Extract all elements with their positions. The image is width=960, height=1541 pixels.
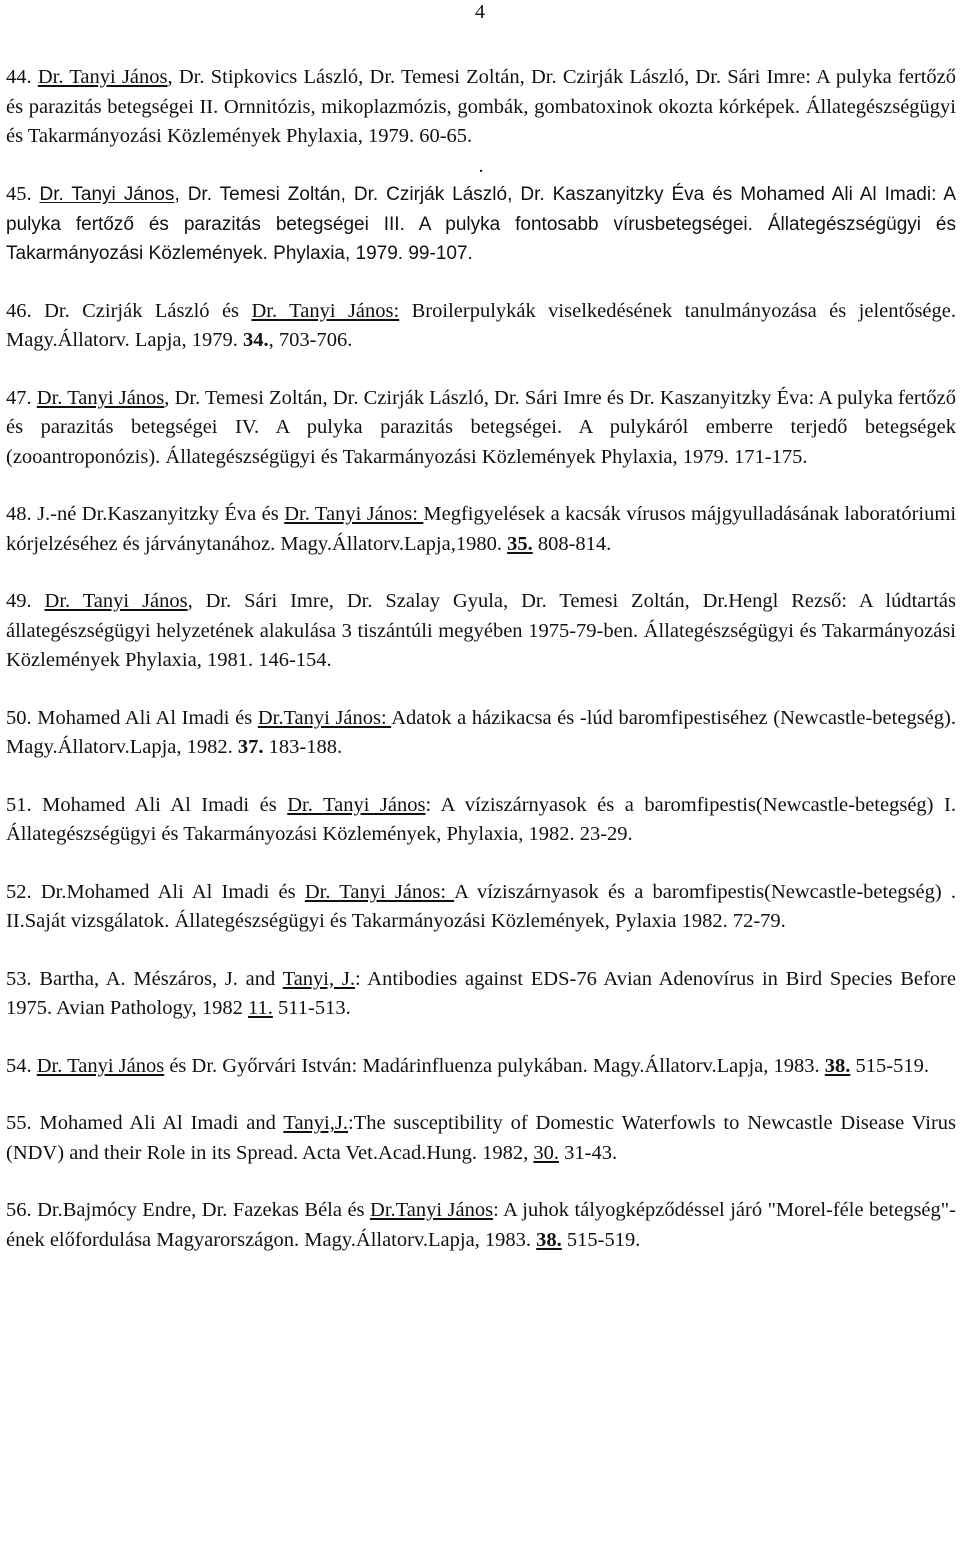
- publication-entry-53: [6, 965, 956, 1024]
- page-number: 4: [475, 1, 485, 23]
- highlighted-author: Dr.Tanyi János:: [257, 706, 392, 729]
- entry-pre: Dr.Bajmócy Endre, Dr. Fazekas Béla és: [37, 1199, 371, 1221]
- entry-text: Broilerpulykák viselkedésének tanulmányozása és jelentősége. Magy.Állatorv. Lapja, 1979.: [6, 299, 957, 351]
- entry-number: 53.: [6, 967, 32, 990]
- entry-number: 52.: [6, 880, 32, 903]
- publication-entry-51: [6, 791, 956, 850]
- entry-number: 46.: [6, 299, 32, 322]
- highlighted-author: Dr. Tanyi János:: [284, 503, 424, 525]
- highlighted-author: Dr. Tanyi János:: [304, 880, 455, 903]
- entry-pre: Mohamed Ali Al Imadi és: [42, 793, 288, 816]
- entry-number: 55.: [6, 1112, 32, 1134]
- entry-number: 48.: [6, 503, 32, 525]
- publication-entry-46: [6, 297, 956, 356]
- highlighted-author: Dr. Tanyi János: [287, 793, 426, 816]
- entry-text: , Dr. Temesi Zoltán, Dr. Czirják László, Dr. Sári Imre és Dr. Kaszanyitzky Éva: A pulyka fertőző és parazitás betegségei IV. A pulyka parazitás betegségei. A pulykáról emberre terjedő betegségek (zooantroponózis). Állategészségügyi és Takarmányozási Közlemények Phylaxia, 1979. 171-175.: [6, 386, 956, 468]
- entry-number: 51.: [6, 793, 32, 816]
- entry-pre: Mohamed Ali Al Imadi és: [37, 706, 258, 729]
- entry-text: A víziszárnyasok és a baromfipestis(Newcastle-betegség) . II.Saját vizsgálatok. Állategészségügyi és Takarmányozási Közlemények, Pylaxia 1982. 72-79.: [6, 880, 956, 932]
- entry-pre: Dr. Czirják László és: [44, 299, 252, 322]
- entry-text: és Dr. Győrvári István: Madárinfluenza pulykában. Magy.Állatorv.Lapja, 1983.: [164, 1054, 825, 1077]
- entry-pre: J.-né Dr.Kaszanyitzky Éva és: [37, 503, 285, 525]
- entry-pages: 183-188.: [263, 736, 343, 758]
- highlighted-author: Tanyi,J.: [283, 1112, 348, 1134]
- entry-pre: Dr.Mohamed Ali Al Imadi és: [40, 880, 305, 903]
- entry-text: : Antibodies against EDS-76 Avian Adenovírus in Bird Species Before 1975. Avian Pathology, 1982: [6, 967, 956, 1019]
- publication-entry-45: [6, 180, 956, 269]
- highlighted-author: Dr. Tanyi János: [37, 66, 168, 88]
- highlighted-author: Dr. Tanyi János: [36, 1054, 165, 1077]
- entry-number: 45.: [6, 183, 32, 205]
- entry-pages: 511-513.: [272, 997, 351, 1019]
- highlighted-author: Dr. Tanyi János: [36, 386, 165, 409]
- entry-number: 49.: [6, 590, 32, 612]
- entry-text: Adatok a házikacsa és -lúd baromfipestiséhez (Newcastle-betegség). Magy.Állatorv.Lapja, 1982.: [6, 706, 956, 758]
- volume-number: 30.: [533, 1141, 560, 1164]
- publication-list: [6, 63, 956, 1255]
- publication-entry-47: [6, 384, 956, 473]
- entry-pre: Bartha, A. Mészáros, J. and: [39, 967, 283, 990]
- highlighted-author: Tanyi, J.: [282, 967, 355, 990]
- volume-number: 34.: [243, 329, 269, 351]
- entry-pages: 515-519.: [561, 1228, 641, 1251]
- entry-text: , Dr. Stipkovics László, Dr. Temesi Zoltán, Dr. Czirják László, Dr. Sári Imre: A pulyka fertőző és parazitás betegségei II. Ornnitózis, mikoplazmózis, gombák, gombatoxinok okozta kórképek. Állategészségügyi és Takarmányozási Közlemények Phylaxia, 1979. 60-65.: [6, 66, 956, 147]
- publication-entry-50: [6, 704, 956, 763]
- entry-number: 54.: [6, 1054, 32, 1077]
- publication-entry-56: [6, 1196, 956, 1255]
- volume-number: 11.: [248, 997, 273, 1019]
- highlighted-author: Dr. Tanyi János: [39, 184, 175, 205]
- entry-pages: , 703-706.: [268, 329, 353, 351]
- entry-pages: 808-814.: [532, 532, 612, 555]
- publication-entry-52: [6, 878, 956, 937]
- entry-text: : A juhok tályogképződéssel járó "Morel-féle betegség"-ének előfordulása Magyarországon. Magy.Állatorv.Lapja, 1983.: [6, 1199, 956, 1251]
- entry-number: 50.: [6, 706, 32, 729]
- entry-pages: 31-43.: [559, 1141, 618, 1164]
- entry-text: :The susceptibility of Domestic Waterfowls to Newcastle Disease Virus (NDV) and their Role in its Spread. Acta Vet.Acad.Hung. 1982,: [6, 1112, 956, 1164]
- highlighted-author: Dr.Tanyi János: [370, 1199, 494, 1221]
- highlighted-author: Dr. Tanyi János:: [251, 299, 400, 322]
- publication-entry-48: [6, 500, 956, 559]
- entry-text: , Dr. Sári Imre, Dr. Szalay Gyula, Dr. Temesi Zoltán, Dr.Hengl Rezső: A lúdtartás állategészségügyi helyzetének alakulása 3 tiszántúli megyében 1975-79-ben. Állategészségügyi és Takarmányozási Közlemények Phylaxia, 1981. 146-154.: [6, 590, 956, 671]
- volume-number: 35.: [507, 532, 533, 555]
- entry-number: 47.: [6, 386, 32, 409]
- entry-text: Megfigyelések a kacsák vírusos májgyulladásának laboratóriumi kórjelzéséhez és járványtanához. Magy.Állatorv.Lapja,1980.: [6, 503, 957, 555]
- publication-entry-55: [6, 1109, 956, 1168]
- entry-pre: Mohamed Ali Al Imadi and: [39, 1112, 284, 1134]
- publication-entry-49: [6, 587, 956, 676]
- publication-entry-54: [6, 1052, 956, 1082]
- entry-number: 44.: [6, 66, 32, 88]
- volume-number: 38.: [536, 1228, 562, 1251]
- stray-dot: .: [478, 154, 484, 177]
- publication-entry-44: [6, 63, 956, 181]
- entry-text: , Dr. Temesi Zoltán, Dr. Czirják László, Dr. Kaszanyitzky Éva és Mohamed Ali Al Imadi: A pulyka fertőző és parazitás betegségei III. A pulyka fontosabb vírusbetegségei. Állategészségügyi és Takarmányozási Közlemények. Phylaxia, 1979. 99-107.: [6, 184, 956, 264]
- entry-text: : A víziszárnyasok és a baromfipestis(Newcastle-betegség) I. Állategészségügyi és Takarmányozási Közlemények, Phylaxia, 1982. 23-29.: [6, 793, 956, 845]
- volume-number: 38.: [824, 1054, 851, 1077]
- highlighted-author: Dr. Tanyi János: [44, 590, 188, 612]
- entry-pages: 515-519.: [850, 1054, 929, 1077]
- volume-number: 37.: [237, 736, 264, 758]
- entry-number: 56.: [6, 1199, 32, 1221]
